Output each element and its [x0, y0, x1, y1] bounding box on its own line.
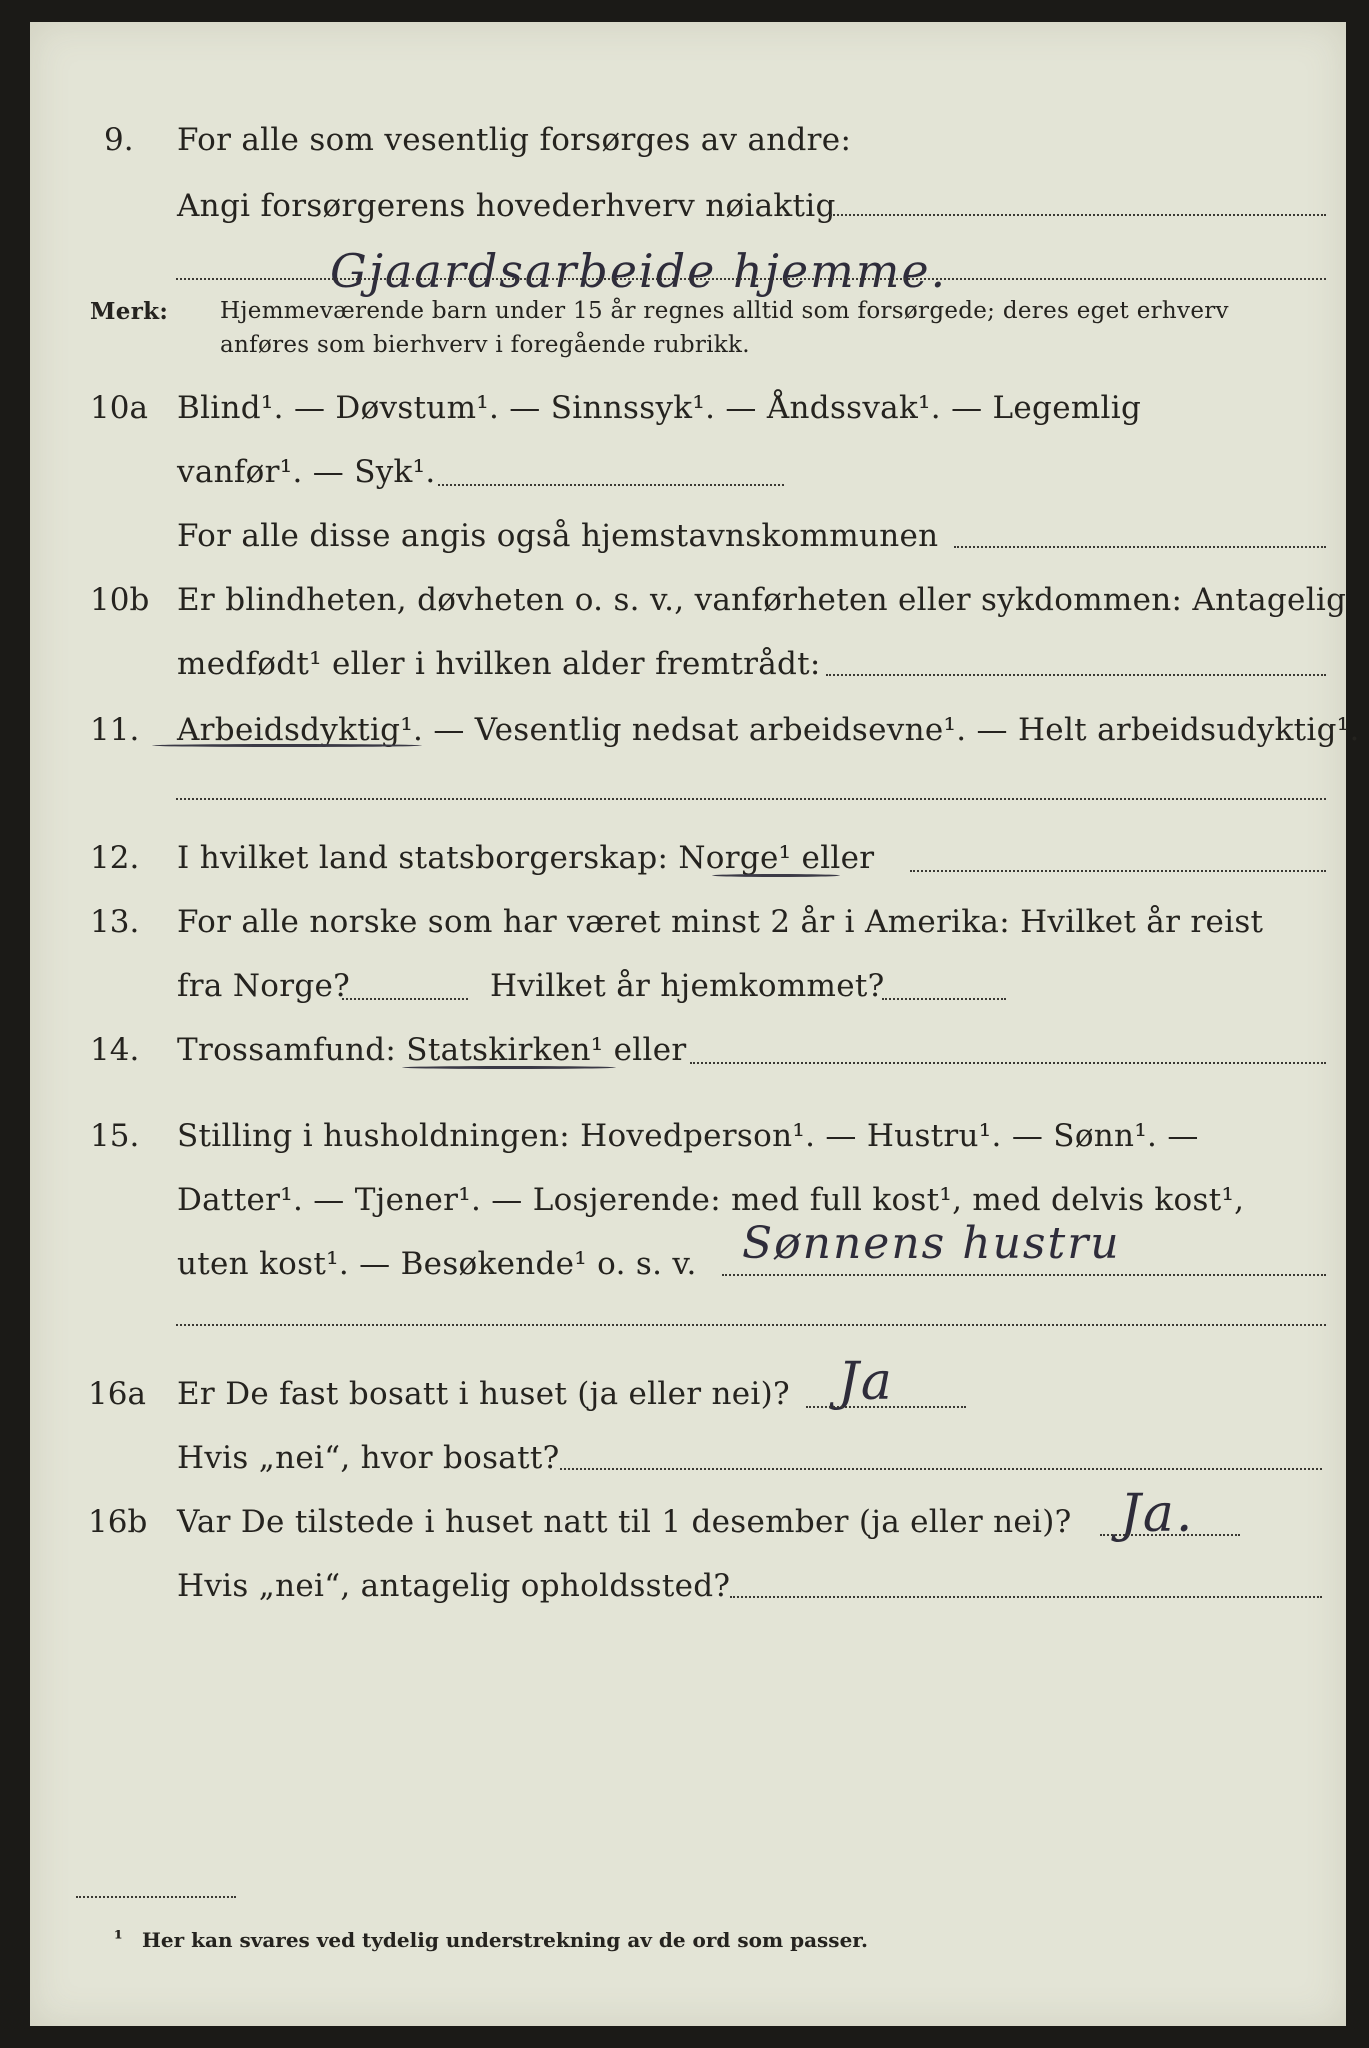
q15-line3: uten kost¹. — Besøkende¹ o. s. v. — [177, 1246, 697, 1282]
q9-line1: For alle som vesentlig forsørges av andre: — [177, 122, 852, 158]
q15-answer-line — [722, 1274, 1326, 1276]
q16a-answer-line — [806, 1406, 966, 1408]
q10a-kommune-line — [954, 546, 1326, 548]
q16a-number: 16a — [88, 1376, 146, 1412]
q15-line2: Datter¹. — Tjener¹. — Losjerende: med full kost¹, med delvis kost¹, — [177, 1182, 1245, 1218]
q16b-answer-line — [1100, 1534, 1240, 1536]
q10b-line1: Er blindheten, døvheten o. s. v., vanførheten eller sykdommen: Antagelig — [177, 582, 1347, 618]
merk-line2: anføres som bierhverv i foregående rubrikk. — [220, 332, 750, 358]
footnote-rule — [76, 1896, 236, 1898]
q10a-line2: vanfør¹. — Syk¹. — [177, 454, 436, 490]
q11-number: 11. — [90, 712, 140, 748]
q13-reist-line — [342, 998, 468, 1000]
q10a-line1: Blind¹. — Døvstum¹. — Sinnssyk¹. — Åndssvak¹. — Legemlig — [177, 390, 1142, 426]
q12-line1: I hvilket land statsborgerskap: Norge¹ eller — [177, 840, 875, 876]
q12-fill-line — [910, 870, 1326, 872]
q15-line1: Stilling i husholdningen: Hovedperson¹. — Hustru¹. — Sønn¹. — — [177, 1118, 1199, 1154]
q9-number: 9. — [104, 122, 134, 158]
q10b-line2: medfødt¹ eller i hvilken alder fremtrådt: — [177, 646, 821, 682]
q9-line2: Angi forsørgerens hovederhverv nøiaktig — [177, 188, 836, 224]
q15-handwritten-answer: Sønnens hustru — [742, 1218, 1121, 1269]
q10a-number: 10a — [90, 390, 148, 426]
q16b-opholdssted-line — [730, 1596, 1322, 1598]
q10a-line3: For alle disse angis også hjemstavnskommunen — [177, 518, 939, 554]
q10a-syk-line — [438, 484, 784, 486]
q10b-number: 10b — [90, 582, 150, 618]
q13-line1: For alle norske som har været minst 2 år i Amerika: Hvilket år reist — [177, 904, 1264, 940]
q16b-line2: Hvis „nei“, antagelig opholdssted? — [177, 1568, 731, 1604]
q15-extra-line — [176, 1324, 1326, 1326]
q9-fill-line — [830, 214, 1326, 216]
footnote-mark: ¹ — [114, 1926, 123, 1950]
q16a-bosatt-line — [560, 1468, 1322, 1470]
q13-line2a: fra Norge? — [177, 968, 351, 1004]
merk-line1: Hjemmeværende barn under 15 år regnes alltid som forsørgede; deres eget erhverv — [220, 298, 1229, 324]
q16a-line1: Er De fast bosatt i huset (ja eller nei)? — [177, 1376, 790, 1412]
q14-line1: Trossamfund: Statskirken¹ eller — [177, 1032, 687, 1068]
q16b-line1: Var De tilstede i huset natt til 1 desember (ja eller nei)? — [177, 1504, 1072, 1540]
census-form-page — [30, 22, 1360, 2026]
q11-handwritten-underline — [152, 744, 422, 747]
q9-answer-line — [176, 278, 1326, 280]
q11-line1: Arbeidsdyktig¹. — Vesentlig nedsat arbeidsevne¹. — Helt arbeidsudyktig¹. — [177, 712, 1360, 748]
q16a-handwritten-answer: Ja — [838, 1352, 894, 1412]
q10b-fill-line — [826, 674, 1326, 676]
footnote-text: Her kan svares ved tydelig understrekning av de ord som passer. — [142, 1928, 868, 1952]
q15-number: 15. — [90, 1118, 140, 1154]
merk-label: Merk: — [90, 298, 169, 325]
q16b-handwritten-answer: Ja. — [1120, 1484, 1195, 1544]
q14-fill-line — [690, 1062, 1326, 1064]
q13-line2b: Hvilket år hjemkommet? — [490, 968, 885, 1004]
q16a-line2: Hvis „nei“, hvor bosatt? — [177, 1440, 560, 1476]
q12-handwritten-underline — [712, 874, 840, 877]
q13-hjem-line — [882, 998, 1006, 1000]
q12-number: 12. — [90, 840, 140, 876]
q13-number: 13. — [90, 904, 140, 940]
q14-number: 14. — [90, 1032, 140, 1068]
q16b-number: 16b — [88, 1504, 148, 1540]
q9-handwritten-answer: Gjaardsarbeide hjemme. — [330, 244, 948, 298]
q14-handwritten-underline — [402, 1066, 616, 1069]
q11-fill-line — [176, 798, 1326, 800]
